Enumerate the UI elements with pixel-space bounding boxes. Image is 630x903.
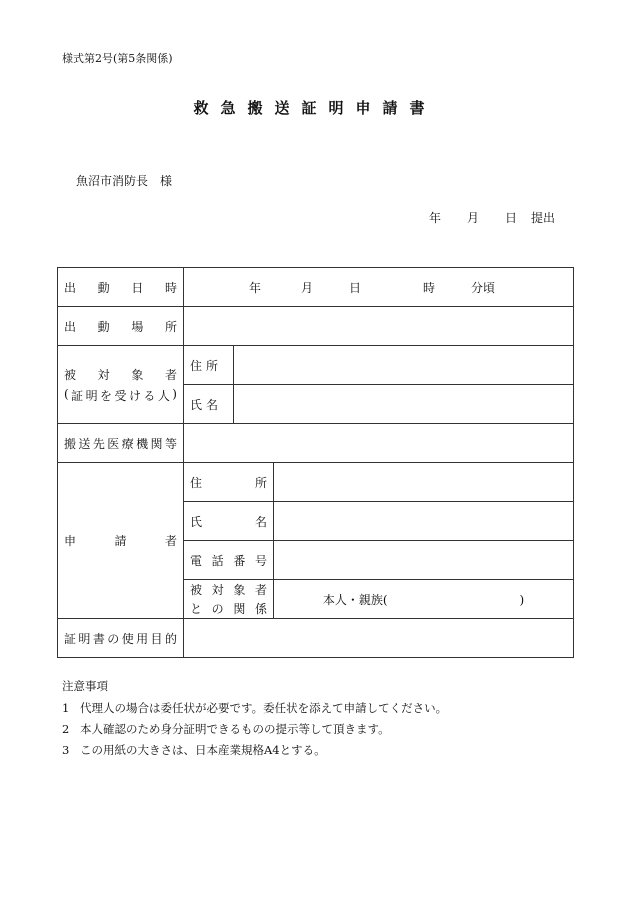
- addressee: 魚沼市消防長 様: [76, 174, 173, 188]
- label-char: 対: [97, 367, 110, 382]
- label-char: ): [172, 386, 177, 401]
- applicant-name-label-text: [190, 513, 267, 530]
- relation-label-line1: [190, 581, 267, 598]
- label-char: 的: [164, 631, 177, 646]
- label-char: 住: [190, 358, 203, 373]
- label-char: 証: [71, 388, 84, 403]
- label-char: 目: [150, 631, 163, 646]
- label-char: を: [100, 388, 113, 403]
- dispatch-place-field[interactable]: [184, 307, 574, 346]
- label-char: 場: [131, 319, 144, 334]
- row-hospital: [58, 424, 574, 463]
- label-char: 使: [121, 631, 134, 646]
- label-char: 氏: [190, 397, 203, 412]
- label-char: 電: [190, 553, 203, 568]
- label-char: と: [190, 602, 203, 616]
- form-number: 様式第2号(第5条関係): [62, 52, 173, 65]
- page-title: 救急搬送証明申請書: [193, 99, 437, 117]
- label-char: 名: [254, 514, 267, 529]
- applicant-name-field[interactable]: [274, 502, 574, 541]
- label-char: 先: [92, 436, 105, 451]
- dispatch-datetime-field[interactable]: [184, 268, 574, 307]
- label-char: 明: [85, 388, 98, 403]
- label-char: 申: [64, 534, 77, 548]
- label-char: 象: [131, 367, 144, 382]
- row-purpose: [58, 619, 574, 658]
- label-char: 等: [164, 436, 177, 451]
- applicant-address-field[interactable]: [274, 463, 574, 502]
- label-char: 搬: [64, 436, 77, 451]
- label-char: 請: [114, 534, 127, 548]
- applicant-address-label: [184, 463, 274, 502]
- label-char: 者: [164, 534, 177, 548]
- relation-field[interactable]: 本人・親族( ): [274, 580, 574, 619]
- row-subject-address: [58, 346, 574, 385]
- label-char: 被: [64, 367, 77, 382]
- subject-address-label: [184, 346, 234, 385]
- subject-label-line1: [64, 366, 177, 383]
- subject-label-line2: [64, 387, 177, 404]
- row-applicant-address: [58, 463, 574, 502]
- label-char: 係: [254, 602, 267, 616]
- label-char: 住: [190, 475, 203, 490]
- submission-date: [429, 209, 555, 226]
- subject-address-label-text: [190, 357, 218, 374]
- purpose-label: [58, 619, 184, 658]
- label-char: 所: [205, 358, 218, 373]
- label-char: 人: [157, 388, 170, 403]
- label-char: 関: [233, 602, 246, 616]
- date-day: 日: [505, 211, 518, 225]
- subject-name-label: [184, 385, 234, 424]
- label-char: 者: [164, 367, 177, 382]
- applicant-phone-field[interactable]: [274, 541, 574, 580]
- note-text: 本人確認のため身分証明できるものの提示等して頂きます。: [80, 722, 390, 736]
- label-char: 時: [164, 280, 177, 295]
- note-number: 1: [62, 701, 70, 715]
- applicant-address-label-text: [190, 474, 267, 491]
- label-char: 象: [233, 583, 246, 597]
- dt-minute: 分頃: [470, 280, 495, 295]
- label-char: 被: [190, 583, 203, 597]
- row-dispatch-datetime: [58, 268, 574, 307]
- dt-month: 月: [300, 280, 313, 295]
- label-char: 所: [164, 319, 177, 334]
- notes-heading: 注意事項: [62, 679, 108, 693]
- subject-name-field[interactable]: [234, 385, 574, 424]
- label-char: る: [143, 388, 156, 403]
- relation-label: [184, 580, 274, 619]
- label-char: 号: [254, 553, 267, 568]
- applicant-label-text: [64, 532, 177, 549]
- label-char: 明: [78, 631, 91, 646]
- label-char: 動: [97, 319, 110, 334]
- subject-label: [58, 346, 184, 424]
- hospital-label-text: [64, 435, 177, 452]
- hospital-label: [58, 424, 184, 463]
- label-char: 療: [121, 436, 134, 451]
- label-char: の: [107, 631, 120, 646]
- date-submit: 提出: [531, 211, 556, 225]
- label-char: 出: [64, 280, 77, 295]
- note-item: [62, 740, 447, 761]
- applicant-label: [58, 463, 184, 619]
- relation-label-line2: [190, 600, 267, 617]
- label-char: 受: [114, 388, 127, 403]
- applicant-phone-label: [184, 541, 274, 580]
- note-item: [62, 698, 447, 719]
- note-text: この用紙の大きさは、日本産業規格A4とする。: [80, 743, 326, 757]
- application-form-table: [57, 267, 574, 658]
- label-char: 番: [233, 553, 246, 568]
- dispatch-place-label-text: [64, 318, 177, 335]
- dt-day: 日: [348, 280, 361, 295]
- date-month: 月: [467, 211, 480, 225]
- subject-address-field[interactable]: [234, 346, 574, 385]
- label-char: 機: [136, 436, 149, 451]
- purpose-field[interactable]: [184, 619, 574, 658]
- label-char: 名: [205, 397, 218, 412]
- hospital-field[interactable]: [184, 424, 574, 463]
- note-number: 2: [62, 722, 70, 736]
- label-char: (: [64, 386, 69, 401]
- label-char: 話: [211, 553, 224, 568]
- label-char: 用: [136, 631, 149, 646]
- label-char: 証: [64, 631, 77, 646]
- note-item: [62, 719, 447, 740]
- label-char: 動: [97, 280, 110, 295]
- notes-section: [62, 676, 447, 761]
- applicant-phone-label-text: [190, 552, 267, 569]
- label-char: 対: [211, 583, 224, 597]
- label-char: 医: [107, 436, 120, 451]
- applicant-name-label: [184, 502, 274, 541]
- label-char: 日: [131, 280, 144, 295]
- label-char: 者: [254, 583, 267, 597]
- dispatch-datetime-label-text: [64, 279, 177, 296]
- label-char: 出: [64, 319, 77, 334]
- purpose-label-text: [64, 630, 177, 647]
- row-dispatch-place: [58, 307, 574, 346]
- dispatch-datetime-label: [58, 268, 184, 307]
- label-char: け: [128, 388, 141, 403]
- label-char: 所: [254, 475, 267, 490]
- label-char: 氏: [190, 514, 203, 529]
- subject-name-label-text: [190, 396, 218, 413]
- note-text: 代理人の場合は委任状が必要です。委任状を添えて申請してください。: [80, 701, 448, 715]
- label-char: 送: [78, 436, 91, 451]
- label-char: の: [211, 602, 224, 616]
- dispatch-place-label: [58, 307, 184, 346]
- label-char: 関: [150, 436, 163, 451]
- dt-hour: 時: [422, 280, 435, 295]
- date-year: 年: [429, 211, 442, 225]
- label-char: 書: [92, 631, 105, 646]
- dt-year: 年: [248, 280, 261, 295]
- note-number: 3: [62, 743, 70, 757]
